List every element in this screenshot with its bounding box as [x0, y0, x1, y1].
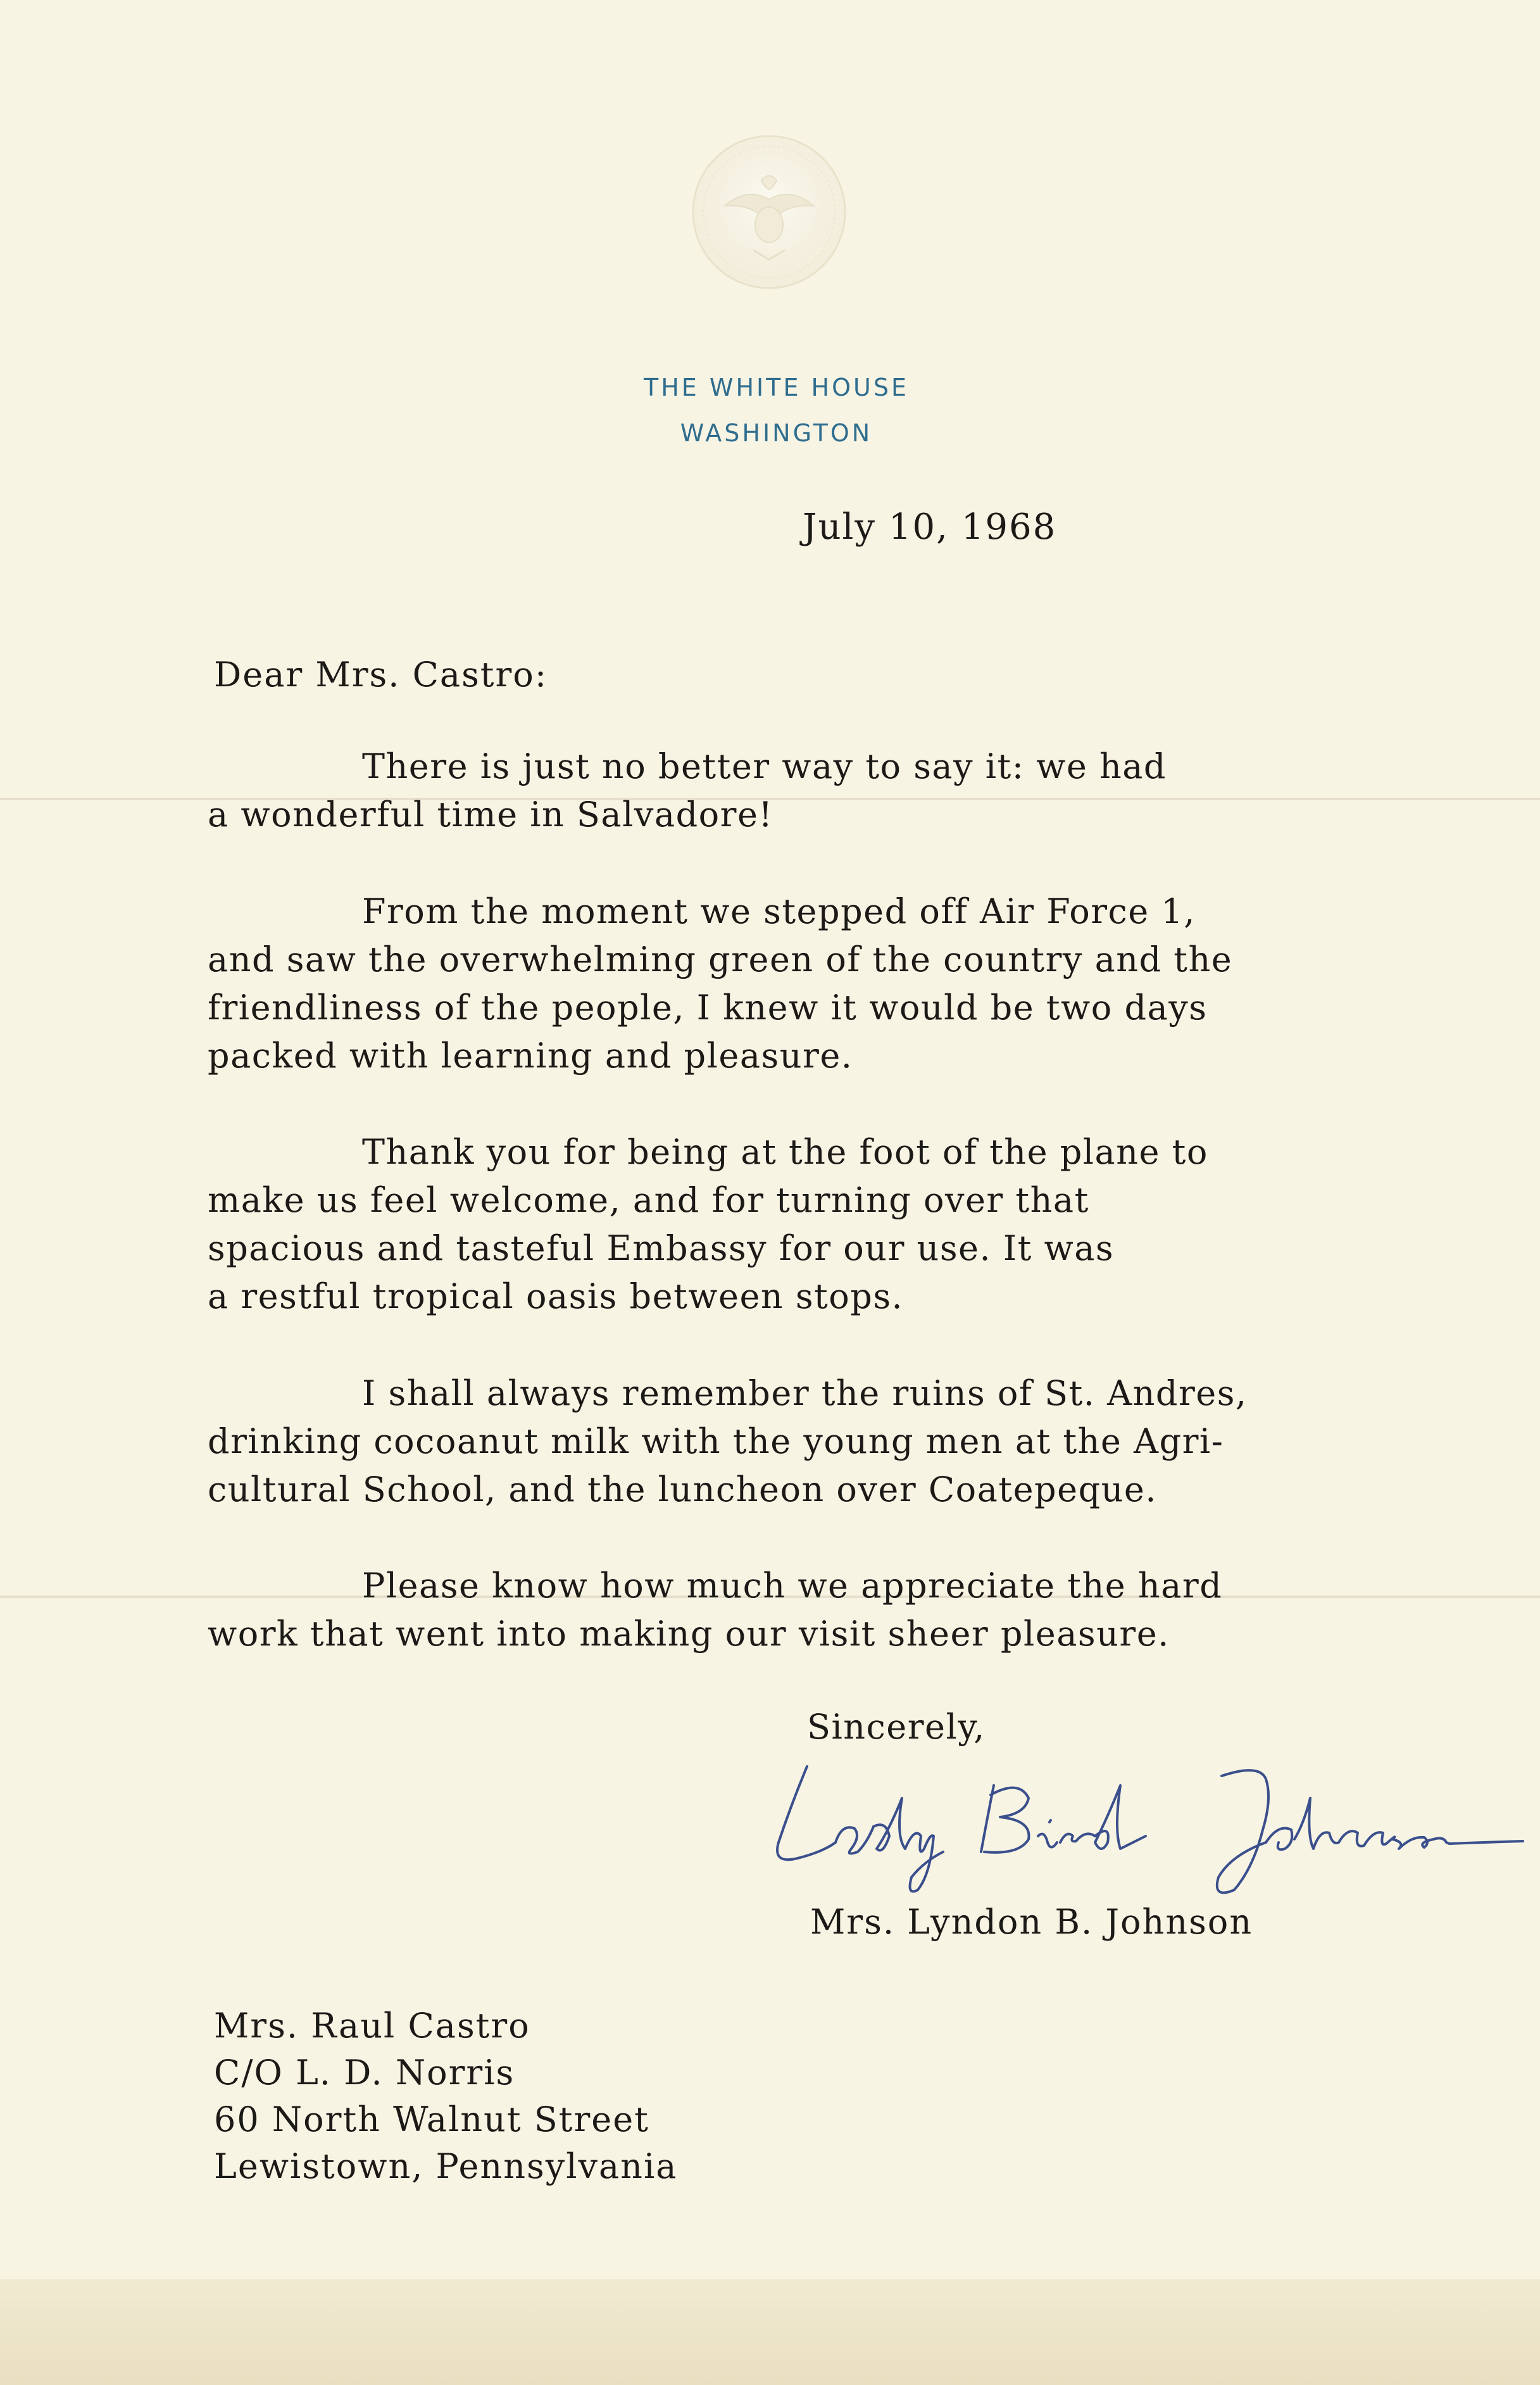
letterhead-location: WASHINGTON	[680, 419, 873, 447]
body-paragraph	[208, 1369, 1448, 1514]
body-paragraph	[208, 888, 1448, 1080]
signer-name: Mrs. Lyndon B. Johnson	[810, 1902, 1253, 1942]
paragraph-line: and saw the overwhelming green of the country and the	[208, 940, 1233, 979]
paragraph-line: From the moment we stepped off Air Force 1,	[362, 891, 1196, 931]
paragraph-line: Please know how much we appreciate the hard	[362, 1566, 1223, 1606]
address-line: Lewistown, Pennsylvania	[214, 2146, 678, 2186]
paragraph-line: make us feel welcome, and for turning over that	[208, 1180, 1089, 1220]
address-line: 60 North Walnut Street	[214, 2099, 649, 2139]
paragraph-line: friendliness of the people, I knew it would be two days	[208, 988, 1208, 1028]
paragraph-line: cultural School, and the luncheon over Coatepeque.	[208, 1469, 1158, 1509]
paragraph-line: a restful tropical oasis between stops.	[208, 1276, 904, 1316]
body-paragraph	[208, 1128, 1448, 1321]
paragraph-line: I shall always remember the ruins of St. Andres,	[362, 1373, 1248, 1413]
presidential-seal-icon	[687, 130, 851, 294]
salutation: Dear Mrs. Castro:	[214, 655, 548, 695]
handwritten-signature	[741, 1747, 1525, 1899]
body-paragraph	[208, 743, 1448, 839]
paper-bottom-edge	[0, 2279, 1540, 2385]
paragraph-line: a wonderful time in Salvadore!	[208, 795, 773, 834]
body-paragraph	[208, 1562, 1448, 1658]
paragraph-line: drinking cocoanut milk with the young men at the Agri-	[208, 1421, 1224, 1461]
paragraph-line: work that went into making our visit sheer pleasure.	[208, 1614, 1170, 1654]
paragraph-line: There is just no better way to say it: we had	[362, 746, 1167, 786]
address-line: C/O L. D. Norris	[214, 2053, 515, 2092]
letterhead-title: THE WHITE HOUSE	[644, 374, 909, 401]
closing: Sincerely,	[807, 1707, 986, 1747]
paragraph-line: Thank you for being at the foot of the plane to	[362, 1132, 1208, 1172]
address-line: Mrs. Raul Castro	[214, 2006, 530, 2046]
paragraph-line: packed with learning and pleasure.	[208, 1036, 853, 1076]
recipient-address	[214, 2003, 677, 2190]
letter-date: July 10, 1968	[803, 507, 1057, 548]
paragraph-line: spacious and tasteful Embassy for our use. It was	[208, 1228, 1115, 1268]
